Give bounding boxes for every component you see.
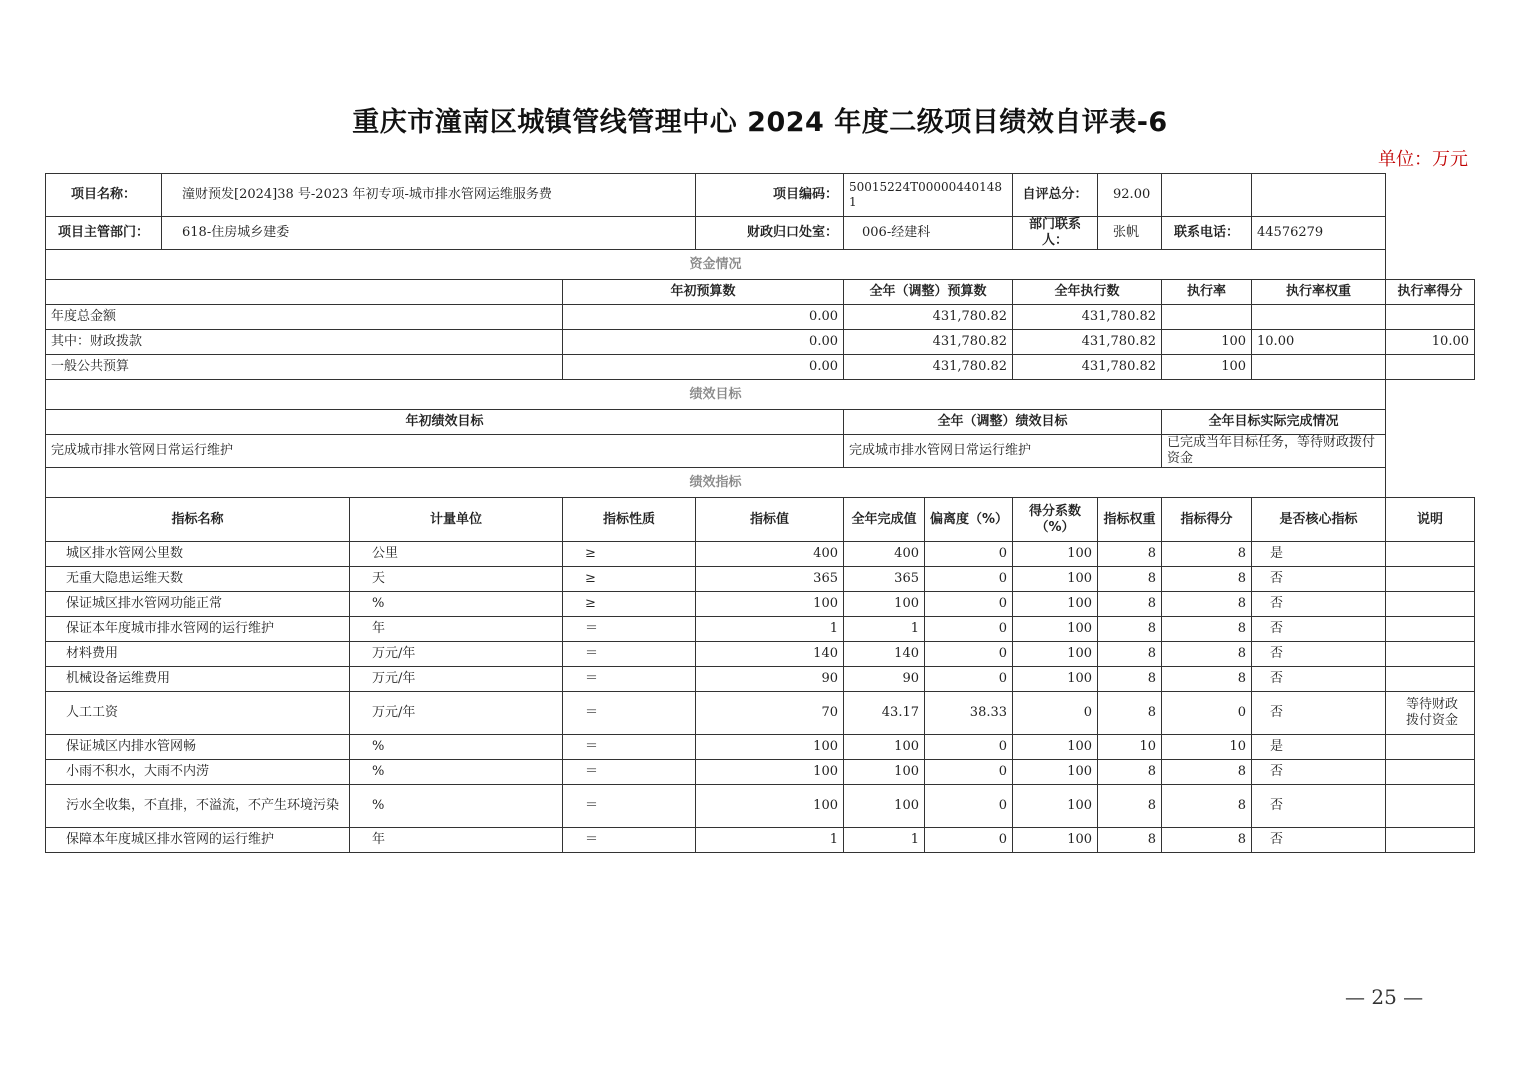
indicator-score: 8 bbox=[1162, 760, 1252, 785]
indicator-done: 43.17 bbox=[844, 692, 925, 735]
indicator-core: 否 bbox=[1252, 617, 1386, 642]
indicator-name: 人工工资 bbox=[46, 692, 350, 735]
funds-executed: 431,780.82 bbox=[1013, 355, 1162, 380]
project-code: 50015224T000004401481 bbox=[844, 174, 1013, 217]
indicator-value: 1 bbox=[696, 617, 844, 642]
indicator-header-weight: 指标权重 bbox=[1098, 498, 1162, 542]
indicator-value: 70 bbox=[696, 692, 844, 735]
indicator-name: 保障本年度城区排水管网的运行维护 bbox=[46, 828, 350, 853]
indicator-coefficient: 100 bbox=[1013, 828, 1098, 853]
indicator-value: 365 bbox=[696, 567, 844, 592]
funds-section bbox=[46, 250, 1475, 380]
indicator-done: 140 bbox=[844, 642, 925, 667]
funds-score bbox=[1386, 355, 1475, 380]
indicator-note bbox=[1386, 760, 1475, 785]
indicator-header-nature: 指标性质 bbox=[563, 498, 696, 542]
indicator-weight: 8 bbox=[1098, 542, 1162, 567]
indicator-core: 否 bbox=[1252, 567, 1386, 592]
funds-score bbox=[1386, 305, 1475, 330]
goal-adjusted: 完成城市排水管网日常运行维护 bbox=[844, 435, 1162, 468]
indicator-value: 100 bbox=[696, 592, 844, 617]
page-title: 重庆市潼南区城镇管线管理中心 2024 年度二级项目绩效自评表-6 bbox=[352, 107, 1168, 138]
funds-row bbox=[46, 330, 1475, 355]
indicator-done: 1 bbox=[844, 828, 925, 853]
indicator-done: 1 bbox=[844, 617, 925, 642]
indicator-nature: ＝ bbox=[563, 785, 696, 828]
dept: 618-住房城乡建委 bbox=[162, 217, 696, 250]
empty-cell bbox=[46, 280, 563, 305]
indicator-weight: 8 bbox=[1098, 760, 1162, 785]
indicator-row bbox=[46, 760, 1475, 785]
funds-row bbox=[46, 305, 1475, 330]
indicator-note bbox=[1386, 642, 1475, 667]
indicator-weight: 10 bbox=[1098, 735, 1162, 760]
indicator-deviation: 0 bbox=[925, 735, 1013, 760]
empty-cell bbox=[1252, 174, 1386, 217]
indicator-value: 400 bbox=[696, 542, 844, 567]
indicator-coefficient: 100 bbox=[1013, 542, 1098, 567]
indicator-value: 90 bbox=[696, 667, 844, 692]
indicator-score: 8 bbox=[1162, 828, 1252, 853]
indicator-row bbox=[46, 667, 1475, 692]
indicator-header-dev: 偏离度（%） bbox=[925, 498, 1013, 542]
performance-table bbox=[45, 173, 1475, 853]
indicator-done: 100 bbox=[844, 760, 925, 785]
indicator-row bbox=[46, 567, 1475, 592]
goals-header-initial: 年初绩效目标 bbox=[46, 410, 844, 435]
indicator-unit: 天 bbox=[350, 567, 563, 592]
indicator-name: 机械设备运维费用 bbox=[46, 667, 350, 692]
indicator-note bbox=[1386, 542, 1475, 567]
indicator-score: 0 bbox=[1162, 692, 1252, 735]
indicator-note bbox=[1386, 828, 1475, 853]
indicator-row bbox=[46, 542, 1475, 567]
dept-label: 项目主管部门： bbox=[46, 217, 162, 250]
indicator-weight: 8 bbox=[1098, 785, 1162, 828]
indicator-deviation: 0 bbox=[925, 760, 1013, 785]
indicator-score: 8 bbox=[1162, 642, 1252, 667]
indicator-unit: % bbox=[350, 785, 563, 828]
indicator-deviation: 0 bbox=[925, 828, 1013, 853]
funds-adjusted: 431,780.82 bbox=[844, 330, 1013, 355]
indicator-unit: % bbox=[350, 735, 563, 760]
page-number: — 25 — bbox=[1345, 985, 1424, 1009]
indicator-coefficient: 100 bbox=[1013, 760, 1098, 785]
indicator-header-done: 全年完成值 bbox=[844, 498, 925, 542]
indicators-section bbox=[46, 468, 1475, 542]
indicator-coefficient: 0 bbox=[1013, 692, 1098, 735]
indicator-done: 365 bbox=[844, 567, 925, 592]
unit-label: 单位：万元 bbox=[1378, 149, 1468, 170]
indicator-done: 100 bbox=[844, 592, 925, 617]
indicator-deviation: 0 bbox=[925, 667, 1013, 692]
funds-executed: 431,780.82 bbox=[1013, 330, 1162, 355]
goals-section bbox=[46, 380, 1475, 468]
project-name: 潼财预发[2024]38 号-2023 年初专项-城市排水管网运维服务费 bbox=[162, 174, 696, 217]
finance-office: 006-经建科 bbox=[844, 217, 1013, 250]
indicator-value: 100 bbox=[696, 735, 844, 760]
indicator-nature: ＝ bbox=[563, 642, 696, 667]
indicator-deviation: 0 bbox=[925, 567, 1013, 592]
indicator-nature: ＝ bbox=[563, 760, 696, 785]
indicator-unit: 万元/年 bbox=[350, 667, 563, 692]
indicator-deviation: 38.33 bbox=[925, 692, 1013, 735]
indicator-row bbox=[46, 617, 1475, 642]
funds-executed: 431,780.82 bbox=[1013, 305, 1162, 330]
funds-adjusted: 431,780.82 bbox=[844, 355, 1013, 380]
indicator-deviation: 0 bbox=[925, 592, 1013, 617]
indicator-note bbox=[1386, 617, 1475, 642]
funds-initial: 0.00 bbox=[563, 330, 844, 355]
indicator-header-note: 说明 bbox=[1386, 498, 1475, 542]
indicator-header-core: 是否核心指标 bbox=[1252, 498, 1386, 542]
indicator-row bbox=[46, 735, 1475, 760]
indicator-unit: 万元/年 bbox=[350, 642, 563, 667]
indicator-core: 否 bbox=[1252, 642, 1386, 667]
indicators-section-title: 绩效指标 bbox=[46, 468, 1386, 498]
indicator-deviation: 0 bbox=[925, 785, 1013, 828]
indicator-deviation: 0 bbox=[925, 542, 1013, 567]
indicator-header-unit: 计量单位 bbox=[350, 498, 563, 542]
funds-weight bbox=[1252, 355, 1386, 380]
indicator-row bbox=[46, 828, 1475, 853]
funds-initial: 0.00 bbox=[563, 305, 844, 330]
funds-section-title: 资金情况 bbox=[46, 250, 1386, 280]
indicator-nature: ＝ bbox=[563, 735, 696, 760]
indicator-coefficient: 100 bbox=[1013, 642, 1098, 667]
indicator-note bbox=[1386, 567, 1475, 592]
indicator-core: 否 bbox=[1252, 667, 1386, 692]
indicator-header-coef: 得分系数（%） bbox=[1013, 498, 1098, 542]
indicator-unit: 年 bbox=[350, 617, 563, 642]
funds-initial: 0.00 bbox=[563, 355, 844, 380]
indicator-value: 1 bbox=[696, 828, 844, 853]
indicator-deviation: 0 bbox=[925, 642, 1013, 667]
indicator-name: 保证城区排水管网功能正常 bbox=[46, 592, 350, 617]
indicator-weight: 8 bbox=[1098, 667, 1162, 692]
indicator-weight: 8 bbox=[1098, 617, 1162, 642]
indicator-unit: 公里 bbox=[350, 542, 563, 567]
indicator-score: 8 bbox=[1162, 785, 1252, 828]
indicator-unit: % bbox=[350, 760, 563, 785]
funds-rate: 100 bbox=[1162, 330, 1252, 355]
indicator-note bbox=[1386, 667, 1475, 692]
indicator-weight: 8 bbox=[1098, 642, 1162, 667]
indicator-row bbox=[46, 592, 1475, 617]
goals-header-adjusted: 全年（调整）绩效目标 bbox=[844, 410, 1162, 435]
indicator-name: 污水全收集，不直排，不溢流，不产生环境污染 bbox=[46, 785, 350, 828]
indicator-header-score: 指标得分 bbox=[1162, 498, 1252, 542]
indicator-core: 是 bbox=[1252, 735, 1386, 760]
indicator-done: 100 bbox=[844, 735, 925, 760]
funds-row-name: 其中：财政拨款 bbox=[46, 330, 563, 355]
indicator-weight: 8 bbox=[1098, 567, 1162, 592]
funds-header: 全年执行数 bbox=[1013, 280, 1162, 305]
indicator-unit: % bbox=[350, 592, 563, 617]
total-score: 92.00 bbox=[1098, 174, 1162, 217]
indicator-core: 否 bbox=[1252, 785, 1386, 828]
indicator-note: 等待财政拨付资金 bbox=[1386, 692, 1475, 735]
funds-weight: 10.00 bbox=[1252, 330, 1386, 355]
indicator-row bbox=[46, 692, 1475, 735]
indicator-name: 城区排水管网公里数 bbox=[46, 542, 350, 567]
indicator-coefficient: 100 bbox=[1013, 735, 1098, 760]
indicator-nature: ＝ bbox=[563, 667, 696, 692]
indicator-nature: ＝ bbox=[563, 828, 696, 853]
funds-adjusted: 431,780.82 bbox=[844, 305, 1013, 330]
indicator-nature: ≥ bbox=[563, 567, 696, 592]
indicator-value: 140 bbox=[696, 642, 844, 667]
indicator-row bbox=[46, 642, 1475, 667]
indicator-done: 90 bbox=[844, 667, 925, 692]
indicator-score: 8 bbox=[1162, 617, 1252, 642]
indicator-value: 100 bbox=[696, 785, 844, 828]
indicator-nature: ≥ bbox=[563, 592, 696, 617]
indicator-coefficient: 100 bbox=[1013, 785, 1098, 828]
indicator-name: 保证城区内排水管网畅 bbox=[46, 735, 350, 760]
indicator-header-value: 指标值 bbox=[696, 498, 844, 542]
indicator-note bbox=[1386, 785, 1475, 828]
indicator-coefficient: 100 bbox=[1013, 617, 1098, 642]
indicator-core: 否 bbox=[1252, 692, 1386, 735]
indicator-score: 8 bbox=[1162, 567, 1252, 592]
goals-header-actual: 全年目标实际完成情况 bbox=[1162, 410, 1386, 435]
indicator-row bbox=[46, 785, 1475, 828]
indicator-score: 8 bbox=[1162, 592, 1252, 617]
funds-row-name: 年度总金额 bbox=[46, 305, 563, 330]
indicator-deviation: 0 bbox=[925, 617, 1013, 642]
indicator-weight: 8 bbox=[1098, 692, 1162, 735]
indicator-rows bbox=[46, 542, 1475, 853]
finance-label: 财政归口处室： bbox=[696, 217, 844, 250]
indicator-coefficient: 100 bbox=[1013, 592, 1098, 617]
indicator-core: 否 bbox=[1252, 760, 1386, 785]
indicator-name: 保证本年度城市排水管网的运行维护 bbox=[46, 617, 350, 642]
contact-label: 部门联系人： bbox=[1013, 217, 1098, 250]
indicator-weight: 8 bbox=[1098, 592, 1162, 617]
funds-header: 执行率权重 bbox=[1252, 280, 1386, 305]
indicator-score: 8 bbox=[1162, 667, 1252, 692]
contact-person: 张帆 bbox=[1098, 217, 1162, 250]
indicator-done: 100 bbox=[844, 785, 925, 828]
funds-weight bbox=[1252, 305, 1386, 330]
indicator-score: 8 bbox=[1162, 542, 1252, 567]
indicator-coefficient: 100 bbox=[1013, 567, 1098, 592]
project-code-label: 项目编码： bbox=[696, 174, 844, 217]
funds-header: 年初预算数 bbox=[563, 280, 844, 305]
indicator-note bbox=[1386, 592, 1475, 617]
phone-label: 联系电话： bbox=[1162, 217, 1252, 250]
indicator-core: 否 bbox=[1252, 592, 1386, 617]
indicator-nature: ≥ bbox=[563, 542, 696, 567]
goal-actual: 已完成当年目标任务，等待财政拨付资金 bbox=[1162, 435, 1386, 468]
empty-cell bbox=[1162, 174, 1252, 217]
indicator-unit: 万元/年 bbox=[350, 692, 563, 735]
goal-initial: 完成城市排水管网日常运行维护 bbox=[46, 435, 844, 468]
indicator-note bbox=[1386, 735, 1475, 760]
funds-row-name: 一般公共预算 bbox=[46, 355, 563, 380]
indicator-score: 10 bbox=[1162, 735, 1252, 760]
indicator-name: 材料费用 bbox=[46, 642, 350, 667]
funds-score: 10.00 bbox=[1386, 330, 1475, 355]
funds-row bbox=[46, 355, 1475, 380]
indicator-name: 无重大隐患运维天数 bbox=[46, 567, 350, 592]
indicator-core: 否 bbox=[1252, 828, 1386, 853]
indicator-nature: ＝ bbox=[563, 617, 696, 642]
goals-section-title: 绩效目标 bbox=[46, 380, 1386, 410]
indicator-unit: 年 bbox=[350, 828, 563, 853]
indicator-weight: 8 bbox=[1098, 828, 1162, 853]
indicator-value: 100 bbox=[696, 760, 844, 785]
score-label: 自评总分： bbox=[1013, 174, 1098, 217]
indicator-name: 小雨不积水，大雨不内涝 bbox=[46, 760, 350, 785]
funds-rate: 100 bbox=[1162, 355, 1252, 380]
indicator-done: 400 bbox=[844, 542, 925, 567]
indicator-core: 是 bbox=[1252, 542, 1386, 567]
indicator-nature: ＝ bbox=[563, 692, 696, 735]
funds-header: 全年（调整）预算数 bbox=[844, 280, 1013, 305]
funds-rate bbox=[1162, 305, 1252, 330]
phone-number: 44576279 bbox=[1252, 217, 1386, 250]
funds-header: 执行率 bbox=[1162, 280, 1252, 305]
indicator-header-name: 指标名称 bbox=[46, 498, 350, 542]
project-name-label: 项目名称： bbox=[46, 174, 162, 217]
funds-header: 执行率得分 bbox=[1386, 280, 1475, 305]
project-info bbox=[46, 174, 1475, 250]
indicator-coefficient: 100 bbox=[1013, 667, 1098, 692]
